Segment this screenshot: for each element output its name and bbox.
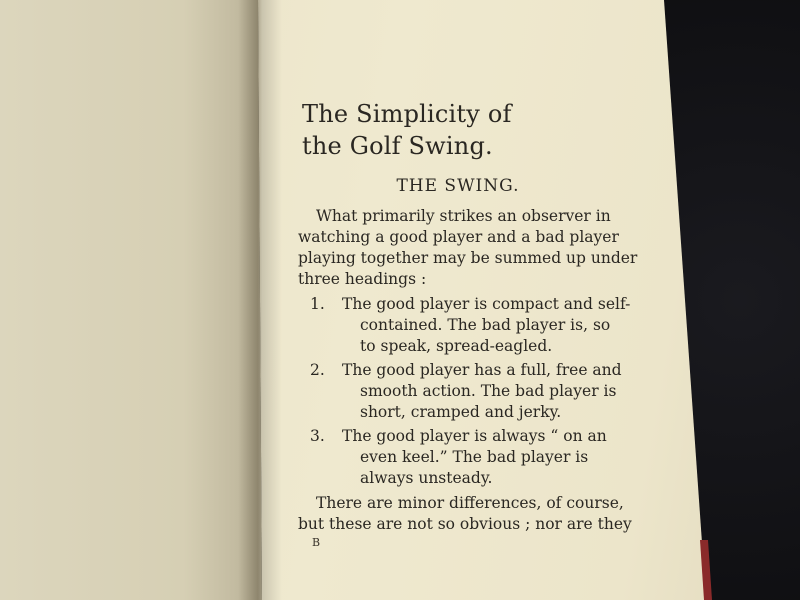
intro-paragraph (298, 206, 658, 290)
signature-mark: B (312, 536, 321, 549)
list-item (298, 294, 658, 357)
item-number: 2. (310, 361, 325, 379)
item-number: 1. (310, 295, 325, 313)
item-line: short, cramped and jerky. (360, 403, 562, 421)
item-line: even keel.” The bad player is (360, 448, 589, 466)
chapter-title (302, 98, 658, 162)
book-gutter (238, 0, 282, 600)
title-line-2: the Golf Swing. (302, 132, 493, 160)
item-line: contained. The bad player is, so (360, 316, 611, 334)
item-text (342, 360, 658, 423)
intro-line-3: playing together may be summed up under (298, 249, 638, 267)
section-heading: THE SWING. (396, 176, 520, 196)
item-text (342, 294, 658, 357)
intro-line-2: watching a good player and a bad player (298, 228, 619, 246)
closing-line-2: but these are not so obvious ; nor are they (298, 515, 632, 533)
list-item (298, 426, 658, 489)
list-item (298, 360, 658, 423)
item-line: smooth action. The bad player is (360, 382, 617, 400)
intro-line-1: What primarily strikes an observer in (316, 207, 611, 225)
item-line: The good player is compact and self- (342, 295, 631, 313)
item-text (342, 426, 658, 489)
closing-line-1: There are minor differences, of course, (316, 494, 624, 512)
left-page (0, 0, 262, 600)
item-number: 3. (310, 427, 325, 445)
item-line: always unsteady. (360, 469, 493, 487)
page-text (298, 98, 658, 535)
item-line: The good player is always “ on an (342, 427, 607, 445)
item-line: to speak, spread-eagled. (360, 337, 553, 355)
title-line-1: The Simplicity of (302, 100, 512, 128)
headings-list (298, 294, 658, 489)
item-line: The good player has a full, free and (342, 361, 622, 379)
intro-line-4: three headings : (298, 270, 427, 288)
closing-paragraph (298, 493, 658, 535)
